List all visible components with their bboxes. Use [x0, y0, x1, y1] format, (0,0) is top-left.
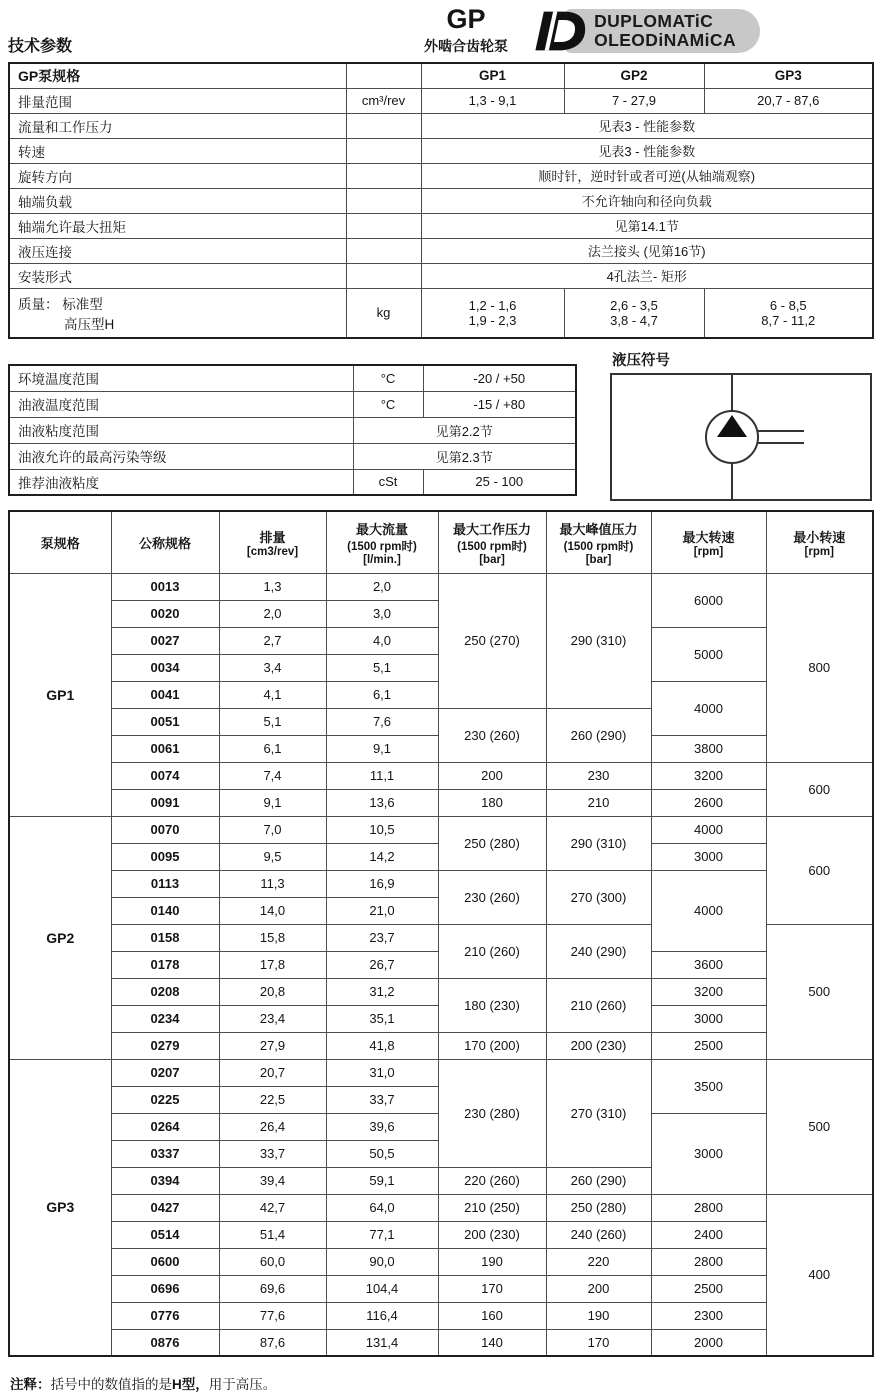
work-cell: 140 — [438, 1329, 546, 1356]
max-flow-cell: 26,7 — [326, 951, 438, 978]
work-cell: 230 (260) — [438, 708, 546, 762]
model-cell: 0158 — [111, 924, 219, 951]
pump-group-label: GP1 — [9, 573, 111, 816]
max-flow-cell: 64,0 — [326, 1194, 438, 1221]
performance-table — [8, 510, 874, 1357]
t2-row-label: 推荐油液粘度 — [9, 469, 353, 495]
work-cell: 250 (270) — [438, 573, 546, 708]
t1-header-label: GP泵规格 — [9, 63, 346, 88]
model-cell: 0234 — [111, 1005, 219, 1032]
t1-row-value: 顺时针，逆时针或者可逆(从轴端观察) — [421, 163, 873, 188]
model-cell: 0140 — [111, 897, 219, 924]
t1-row-value: 1,3 - 9,1 — [421, 88, 564, 113]
section-label: 技术参数 — [8, 38, 73, 55]
max-flow-cell: 11,1 — [326, 762, 438, 789]
max-flow-cell: 31,0 — [326, 1059, 438, 1086]
max-flow-cell: 16,9 — [326, 870, 438, 897]
peak-cell: 210 — [546, 789, 651, 816]
model-cell: 0208 — [111, 978, 219, 1005]
t1-row — [9, 113, 873, 138]
vmax-cell: 3000 — [651, 1113, 766, 1194]
fluid-table-wrap — [8, 364, 577, 496]
t2-row-value: -20 / +50 — [423, 365, 576, 391]
displacement-cell: 60,0 — [219, 1248, 326, 1275]
t2-row-unit: cSt — [353, 469, 423, 495]
displacement-cell: 1,3 — [219, 573, 326, 600]
t1-header-unit — [346, 63, 421, 88]
displacement-cell: 9,1 — [219, 789, 326, 816]
work-cell: 200 (230) — [438, 1221, 546, 1248]
vmin-cell: 600 — [766, 816, 873, 924]
t1-row-value: 1,2 - 1,6 1,9 - 2,3 — [421, 288, 564, 338]
t1-row-value: 见表3 - 性能参数 — [421, 113, 873, 138]
pump-group-label: GP2 — [9, 816, 111, 1059]
t1-row-label: 安装形式 — [9, 263, 346, 288]
displacement-cell: 77,6 — [219, 1302, 326, 1329]
vmin-cell: 500 — [766, 924, 873, 1059]
work-cell: 180 — [438, 789, 546, 816]
work-cell: 170 (200) — [438, 1032, 546, 1059]
max-flow-cell: 14,2 — [326, 843, 438, 870]
peak-cell: 240 (260) — [546, 1221, 651, 1248]
logo-line1: DUPLOMATiC — [594, 10, 714, 31]
displacement-cell: 33,7 — [219, 1140, 326, 1167]
model-cell: 0061 — [111, 735, 219, 762]
note-part: H型， — [172, 1377, 209, 1392]
t1-row — [9, 288, 873, 338]
vmax-cell: 3200 — [651, 762, 766, 789]
t1-header-row — [9, 63, 873, 88]
model-cell: 0074 — [111, 762, 219, 789]
t2-row — [9, 469, 576, 495]
pump-symbol-icon — [612, 375, 870, 499]
vmax-cell: 2000 — [651, 1329, 766, 1356]
peak-cell: 260 (290) — [546, 1167, 651, 1194]
vmax-cell: 2300 — [651, 1302, 766, 1329]
general-specs-table — [8, 62, 874, 339]
displacement-cell: 15,8 — [219, 924, 326, 951]
t3-row — [9, 789, 873, 816]
t1-row-value: 20,7 - 87,6 — [704, 88, 873, 113]
vmax-cell: 4000 — [651, 870, 766, 951]
t3-row — [9, 1194, 873, 1221]
work-cell: 230 (260) — [438, 870, 546, 924]
t3-row — [9, 870, 873, 897]
model-cell: 0178 — [111, 951, 219, 978]
vmin-cell: 600 — [766, 762, 873, 816]
t3-header-cell: 最大转速 [rpm] — [651, 511, 766, 573]
displacement-cell: 5,1 — [219, 708, 326, 735]
t3-header-cell: 最大峰值压力 (1500 rpm时) [bar] — [546, 511, 651, 573]
t3-row — [9, 1221, 873, 1248]
max-flow-cell: 9,1 — [326, 735, 438, 762]
t3-header-cell: 最大工作压力 (1500 rpm时) [bar] — [438, 511, 546, 573]
peak-cell: 170 — [546, 1329, 651, 1356]
model-cell: 0876 — [111, 1329, 219, 1356]
peak-cell: 230 — [546, 762, 651, 789]
displacement-cell: 26,4 — [219, 1113, 326, 1140]
page-header — [8, 6, 872, 58]
vmax-cell: 5000 — [651, 627, 766, 681]
t2-row — [9, 443, 576, 469]
logo-line2: OLEODiNAMiCA — [594, 29, 736, 50]
note-part: 括号中的数值指的是 — [50, 1377, 172, 1392]
t1-row-unit — [346, 238, 421, 263]
work-cell: 220 (260) — [438, 1167, 546, 1194]
t1-row-unit — [346, 263, 421, 288]
max-flow-cell: 5,1 — [326, 654, 438, 681]
displacement-cell: 39,4 — [219, 1167, 326, 1194]
vmin-cell: 400 — [766, 1194, 873, 1356]
hydraulic-symbol-box — [610, 373, 872, 501]
peak-cell: 200 — [546, 1275, 651, 1302]
displacement-cell: 11,3 — [219, 870, 326, 897]
t2-row-unit: °C — [353, 365, 423, 391]
t1-row-label: 轴端负载 — [9, 188, 346, 213]
t3-row — [9, 1032, 873, 1059]
peak-cell: 260 (290) — [546, 708, 651, 762]
peak-cell: 210 (260) — [546, 978, 651, 1032]
peak-cell: 270 (300) — [546, 870, 651, 924]
t3-header-cell: 最小转速 [rpm] — [766, 511, 873, 573]
max-flow-cell: 50,5 — [326, 1140, 438, 1167]
work-cell: 210 (250) — [438, 1194, 546, 1221]
work-cell: 250 (280) — [438, 816, 546, 870]
performance-table-header-row — [9, 511, 873, 573]
t2-row — [9, 365, 576, 391]
peak-cell: 200 (230) — [546, 1032, 651, 1059]
t3-row — [9, 816, 873, 843]
model-cell: 0095 — [111, 843, 219, 870]
model-cell: 0013 — [111, 573, 219, 600]
max-flow-cell: 77,1 — [326, 1221, 438, 1248]
t3-row — [9, 1248, 873, 1275]
max-flow-cell: 31,2 — [326, 978, 438, 1005]
t1-row-unit — [346, 138, 421, 163]
t1-row-label: 转速 — [9, 138, 346, 163]
t3-row — [9, 762, 873, 789]
t2-row-value: 见第2.3节 — [353, 443, 576, 469]
t1-row — [9, 263, 873, 288]
note — [8, 1373, 872, 1393]
t1-row-unit — [346, 113, 421, 138]
model-cell: 0776 — [111, 1302, 219, 1329]
model-cell: 0020 — [111, 600, 219, 627]
displacement-cell: 4,1 — [219, 681, 326, 708]
displacement-cell: 14,0 — [219, 897, 326, 924]
t2-row-label: 油液粘度范围 — [9, 417, 353, 443]
max-flow-cell: 35,1 — [326, 1005, 438, 1032]
t2-row — [9, 417, 576, 443]
t3-header-cell: 排量 [cm3/rev] — [219, 511, 326, 573]
t2-row-label: 油液温度范围 — [9, 391, 353, 417]
page-title: GP — [446, 4, 486, 34]
t1-row-unit: cm³/rev — [346, 88, 421, 113]
peak-cell: 220 — [546, 1248, 651, 1275]
model-cell: 0337 — [111, 1140, 219, 1167]
t3-header-cell: 最大流量 (1500 rpm时) [l/min.] — [326, 511, 438, 573]
model-cell: 0070 — [111, 816, 219, 843]
t1-row-value: 4孔法兰- 矩形 — [421, 263, 873, 288]
page-subtitle: 外啮合齿轮泵 — [424, 38, 508, 54]
model-cell: 0264 — [111, 1113, 219, 1140]
t1-row — [9, 163, 873, 188]
pump-group-label: GP3 — [9, 1059, 111, 1356]
max-flow-cell: 33,7 — [326, 1086, 438, 1113]
note-part: 注释： — [10, 1377, 51, 1392]
t2-row — [9, 391, 576, 417]
t1-row-label: 轴端允许最大扭矩 — [9, 213, 346, 238]
displacement-cell: 17,8 — [219, 951, 326, 978]
displacement-cell: 20,7 — [219, 1059, 326, 1086]
vmax-cell: 2600 — [651, 789, 766, 816]
max-flow-cell: 23,7 — [326, 924, 438, 951]
vmax-cell: 6000 — [651, 573, 766, 627]
t3-row — [9, 1059, 873, 1086]
displacement-cell: 20,8 — [219, 978, 326, 1005]
t1-row-label: 旋转方向 — [9, 163, 346, 188]
max-flow-cell: 104,4 — [326, 1275, 438, 1302]
note-part: 用于高压。 — [208, 1377, 277, 1392]
t3-row — [9, 1275, 873, 1302]
hydraulic-symbol-title: 液压符号 — [612, 353, 670, 369]
max-flow-cell: 13,6 — [326, 789, 438, 816]
max-flow-cell: 3,0 — [326, 600, 438, 627]
work-cell: 170 — [438, 1275, 546, 1302]
t1-row-unit — [346, 213, 421, 238]
model-cell: 0034 — [111, 654, 219, 681]
t3-row — [9, 573, 873, 600]
vmin-cell: 800 — [766, 573, 873, 762]
t2-row-unit: °C — [353, 391, 423, 417]
t1-row — [9, 213, 873, 238]
vmax-cell: 2500 — [651, 1032, 766, 1059]
peak-cell: 290 (310) — [546, 573, 651, 708]
model-cell: 0091 — [111, 789, 219, 816]
work-cell: 230 (280) — [438, 1059, 546, 1167]
t3-header-cell: 泵规格 — [9, 511, 111, 573]
model-cell: 0394 — [111, 1167, 219, 1194]
work-cell: 190 — [438, 1248, 546, 1275]
vmax-cell: 4000 — [651, 816, 766, 843]
peak-cell: 190 — [546, 1302, 651, 1329]
model-cell: 0696 — [111, 1275, 219, 1302]
model-cell: 0041 — [111, 681, 219, 708]
t1-row-value: 7 - 27,9 — [564, 88, 704, 113]
t1-header-pump-col: GP3 — [704, 63, 873, 88]
fluid-specs-table — [8, 364, 577, 496]
work-cell: 160 — [438, 1302, 546, 1329]
t1-row — [9, 138, 873, 163]
t1-row-unit — [346, 163, 421, 188]
t2-row-label: 油液允许的最高污染等级 — [9, 443, 353, 469]
t2-row-value: 25 - 100 — [423, 469, 576, 495]
displacement-cell: 3,4 — [219, 654, 326, 681]
model-cell: 0113 — [111, 870, 219, 897]
vmax-cell: 2400 — [651, 1221, 766, 1248]
max-flow-cell: 4,0 — [326, 627, 438, 654]
displacement-cell: 7,0 — [219, 816, 326, 843]
t1-row-label: 质量： 标准型 高压型H — [9, 288, 346, 338]
max-flow-cell: 41,8 — [326, 1032, 438, 1059]
displacement-cell: 2,7 — [219, 627, 326, 654]
model-cell: 0207 — [111, 1059, 219, 1086]
t1-row-value: 见表3 - 性能参数 — [421, 138, 873, 163]
t1-row-value: 6 - 8,5 8,7 - 11,2 — [704, 288, 873, 338]
vmax-cell: 3200 — [651, 978, 766, 1005]
t2-row-label: 环境温度范围 — [9, 365, 353, 391]
max-flow-cell: 21,0 — [326, 897, 438, 924]
displacement-cell: 22,5 — [219, 1086, 326, 1113]
max-flow-cell: 7,6 — [326, 708, 438, 735]
displacement-cell: 87,6 — [219, 1329, 326, 1356]
vmax-cell: 2800 — [651, 1194, 766, 1221]
t1-row-value: 不允许轴向和径向负载 — [421, 188, 873, 213]
mid-section — [8, 349, 872, 501]
t1-row — [9, 238, 873, 263]
displacement-cell: 6,1 — [219, 735, 326, 762]
displacement-cell: 9,5 — [219, 843, 326, 870]
t3-header-cell: 公称规格 — [111, 511, 219, 573]
vmax-cell: 3000 — [651, 843, 766, 870]
max-flow-cell: 10,5 — [326, 816, 438, 843]
model-cell: 0600 — [111, 1248, 219, 1275]
model-cell: 0051 — [111, 708, 219, 735]
peak-cell: 240 (290) — [546, 924, 651, 978]
displacement-cell: 23,4 — [219, 1005, 326, 1032]
peak-cell: 250 (280) — [546, 1194, 651, 1221]
logo-d-icon — [532, 7, 586, 55]
max-flow-cell: 116,4 — [326, 1302, 438, 1329]
work-cell: 200 — [438, 762, 546, 789]
model-cell: 0225 — [111, 1086, 219, 1113]
t1-header-pump-col: GP2 — [564, 63, 704, 88]
t2-row-value: 见第2.2节 — [353, 417, 576, 443]
max-flow-cell: 6,1 — [326, 681, 438, 708]
model-cell: 0279 — [111, 1032, 219, 1059]
vmax-cell: 2500 — [651, 1275, 766, 1302]
t3-row — [9, 1302, 873, 1329]
vmax-cell: 3500 — [651, 1059, 766, 1113]
displacement-cell: 69,6 — [219, 1275, 326, 1302]
t1-row-value: 法兰接头 (见第16节) — [421, 238, 873, 263]
vmax-cell: 3600 — [651, 951, 766, 978]
t1-row — [9, 188, 873, 213]
displacement-cell: 7,4 — [219, 762, 326, 789]
max-flow-cell: 2,0 — [326, 573, 438, 600]
peak-cell: 270 (310) — [546, 1059, 651, 1167]
t1-row-value: 见第14.1节 — [421, 213, 873, 238]
t1-header-pump-col: GP1 — [421, 63, 564, 88]
displacement-cell: 2,0 — [219, 600, 326, 627]
t1-row-value: 2,6 - 3,5 3,8 - 4,7 — [564, 288, 704, 338]
logo-wordmark — [564, 9, 760, 54]
t1-row — [9, 88, 873, 113]
company-logo — [532, 6, 760, 56]
t3-row — [9, 1329, 873, 1356]
hydraulic-symbol-block — [610, 349, 872, 501]
t1-row-unit: kg — [346, 288, 421, 338]
model-cell: 0027 — [111, 627, 219, 654]
t1-row-label: 液压连接 — [9, 238, 346, 263]
t1-row-label: 流量和工作压力 — [9, 113, 346, 138]
vmax-cell: 4000 — [651, 681, 766, 735]
t1-row-label: 排量范围 — [9, 88, 346, 113]
displacement-cell: 51,4 — [219, 1221, 326, 1248]
vmax-cell: 3800 — [651, 735, 766, 762]
displacement-cell: 42,7 — [219, 1194, 326, 1221]
t2-row-value: -15 / +80 — [423, 391, 576, 417]
vmax-cell: 3000 — [651, 1005, 766, 1032]
t3-row — [9, 978, 873, 1005]
model-cell: 0514 — [111, 1221, 219, 1248]
max-flow-cell: 59,1 — [326, 1167, 438, 1194]
t1-row-unit — [346, 188, 421, 213]
max-flow-cell: 90,0 — [326, 1248, 438, 1275]
work-cell: 180 (230) — [438, 978, 546, 1032]
max-flow-cell: 39,6 — [326, 1113, 438, 1140]
displacement-cell: 27,9 — [219, 1032, 326, 1059]
vmax-cell: 2800 — [651, 1248, 766, 1275]
vmin-cell: 500 — [766, 1059, 873, 1194]
peak-cell: 290 (310) — [546, 816, 651, 870]
max-flow-cell: 131,4 — [326, 1329, 438, 1356]
work-cell: 210 (260) — [438, 924, 546, 978]
model-cell: 0427 — [111, 1194, 219, 1221]
